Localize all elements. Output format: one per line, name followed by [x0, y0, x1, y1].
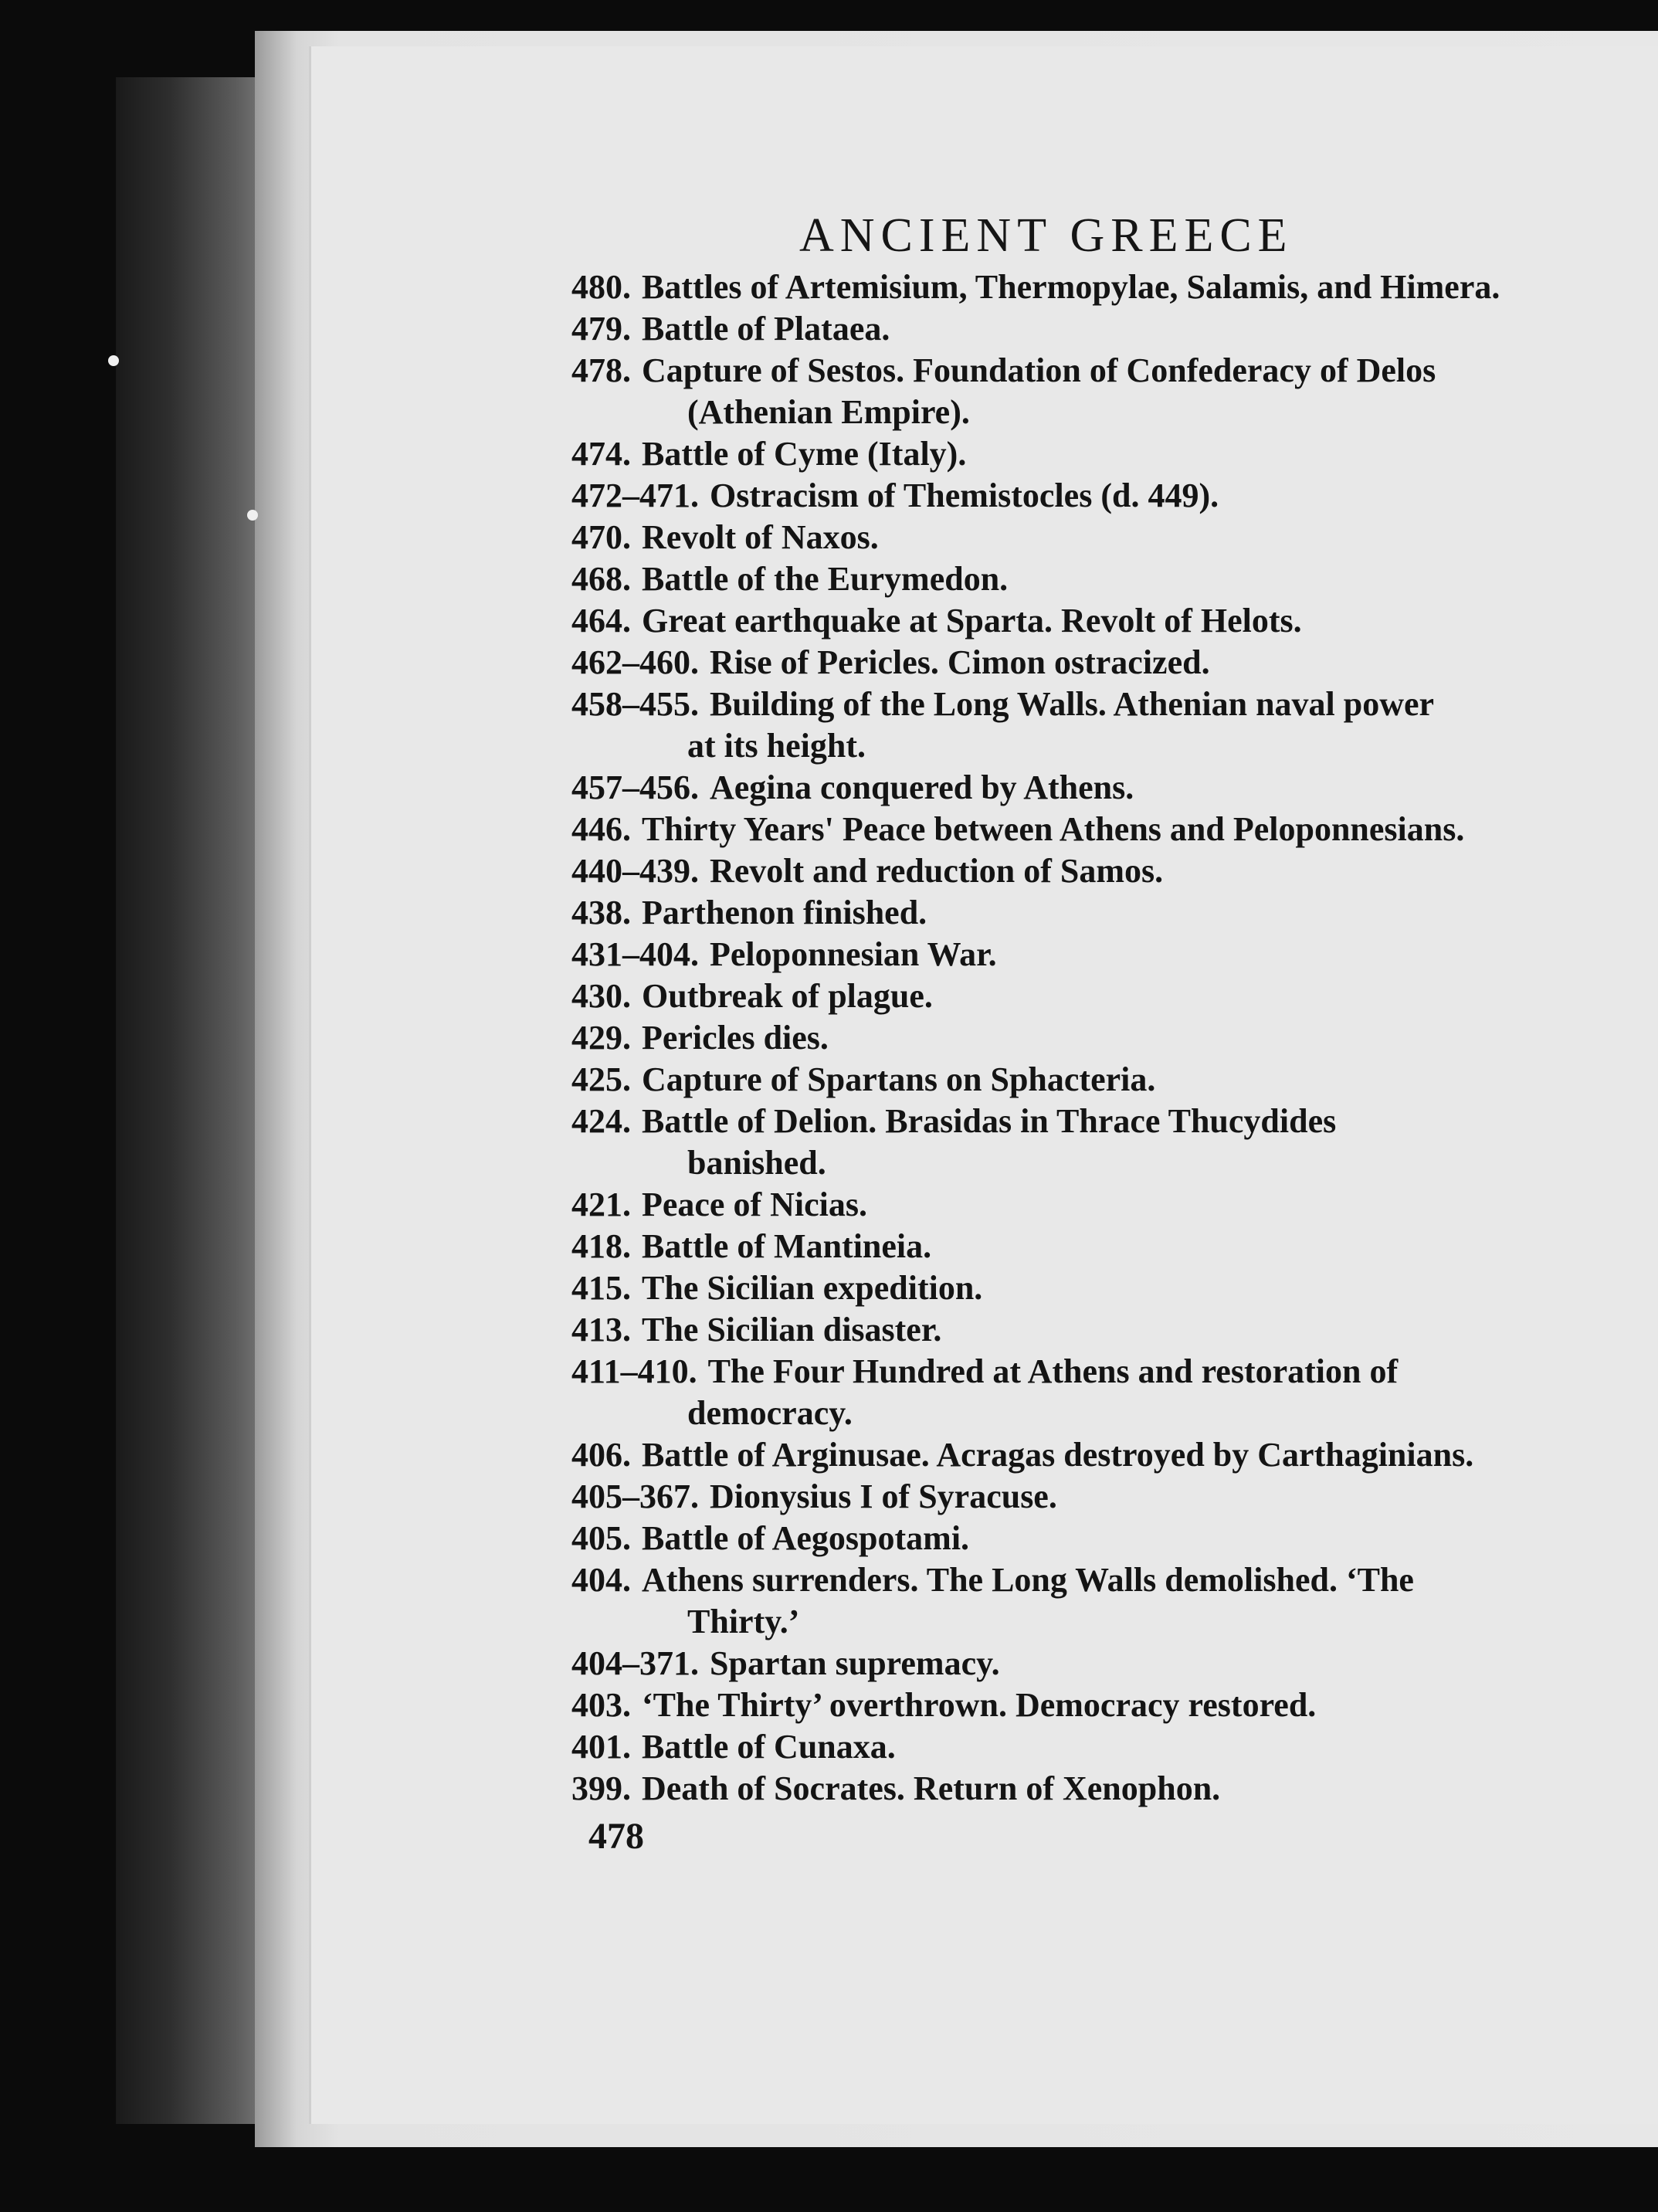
- entry-date: 413.: [571, 1311, 631, 1349]
- entry-continuation: banished.: [687, 1144, 826, 1182]
- chronology-entry: [571, 308, 1599, 350]
- page-number: 478: [588, 1816, 644, 1857]
- chronology-entry: [571, 1518, 1599, 1559]
- chronology-entry: [571, 1351, 1599, 1434]
- entry-date: 429.: [571, 1019, 631, 1057]
- entry-date: 468.: [571, 560, 631, 598]
- entry-text: Peace of Nicias.: [642, 1186, 867, 1223]
- entry-text: The Sicilian disaster.: [642, 1311, 942, 1349]
- entry-text: Peloponnesian War.: [710, 935, 997, 973]
- chronology-entry: [571, 1267, 1599, 1309]
- bottom-shadow: [0, 2150, 1658, 2212]
- entry-text: ‘The Thirty’ overthrown. Democracy restored.: [642, 1686, 1317, 1724]
- entry-date: 411–410.: [571, 1352, 697, 1390]
- entry-date: 404.: [571, 1561, 631, 1599]
- entry-date: 470.: [571, 518, 631, 556]
- entry-text: The Sicilian expedition.: [642, 1269, 983, 1307]
- chronology-entry: [571, 1059, 1599, 1101]
- entry-date: 462–460.: [571, 643, 699, 681]
- entry-text: Dionysius I of Syracuse.: [710, 1477, 1057, 1515]
- entry-text: Outbreak of plague.: [642, 977, 933, 1015]
- entry-date: 405.: [571, 1519, 631, 1557]
- entry-date: 404–371.: [571, 1644, 699, 1682]
- entry-date: 421.: [571, 1186, 631, 1223]
- entry-text: Battle of Arginusae. Acragas destroyed by Carthaginians.: [642, 1436, 1474, 1474]
- entry-date: 472–471.: [571, 477, 699, 514]
- chronology-entry: [571, 684, 1599, 767]
- entry-text: Parthenon finished.: [642, 894, 927, 931]
- entry-date: 425.: [571, 1060, 631, 1098]
- chronology-entry: [571, 1684, 1599, 1726]
- entry-text: Thirty Years' Peace between Athens and Peloponnesians.: [642, 810, 1465, 848]
- entry-date: 401.: [571, 1728, 631, 1766]
- chronology-entry: [571, 767, 1599, 809]
- chronology-entry: [571, 1184, 1599, 1226]
- chronology-entry: [571, 850, 1599, 892]
- entry-date: 438.: [571, 894, 631, 931]
- entry-text: Great earthquake at Sparta. Revolt of Helots.: [642, 602, 1302, 640]
- chronology-entry: [571, 1101, 1599, 1184]
- chronology-entry: [571, 517, 1599, 558]
- entry-text: Battle of Cunaxa.: [642, 1728, 896, 1766]
- entry-text: Battles of Artemisium, Thermopylae, Salamis, and Himera.: [642, 268, 1500, 306]
- entry-text: Pericles dies.: [642, 1019, 829, 1057]
- entry-date: 399.: [571, 1769, 631, 1807]
- chronology-entry: [571, 1559, 1599, 1643]
- chronology-entry: [571, 1726, 1599, 1768]
- entry-continuation: democracy.: [687, 1394, 853, 1432]
- edge-speck: [108, 355, 119, 366]
- entry-date: 440–439.: [571, 852, 699, 890]
- chronology-entry: [571, 1768, 1599, 1810]
- entry-date: 480.: [571, 268, 631, 306]
- entry-date: 430.: [571, 977, 631, 1015]
- entry-text: Battle of Delion. Brasidas in Thrace Thucydides: [642, 1102, 1337, 1140]
- chronology-entry: [571, 809, 1599, 850]
- page-title: ANCIENT GREECE: [799, 209, 1294, 262]
- entry-continuation: Thirty.’: [687, 1603, 800, 1640]
- entry-date: 418.: [571, 1227, 631, 1265]
- entry-date: 464.: [571, 602, 631, 640]
- entry-text: Battle of Cyme (Italy).: [642, 435, 967, 473]
- entry-date: 405–367.: [571, 1477, 699, 1515]
- chronology-entry: [571, 1434, 1599, 1476]
- chronology-entry: [571, 934, 1599, 975]
- chronology-entry: [571, 892, 1599, 934]
- chronology-entry: [571, 350, 1599, 433]
- chronology-entry: [571, 558, 1599, 600]
- entry-date: 457–456.: [571, 768, 699, 806]
- entry-text: The Four Hundred at Athens and restoration of: [707, 1352, 1399, 1390]
- entry-date: 474.: [571, 435, 631, 473]
- entry-date: 478.: [571, 351, 631, 389]
- entry-text: Aegina conquered by Athens.: [710, 768, 1134, 806]
- chronology-entry: [571, 1309, 1599, 1351]
- entry-text: Revolt and reduction of Samos.: [710, 852, 1164, 890]
- entry-text: Building of the Long Walls. Athenian naval power: [710, 685, 1435, 723]
- entry-text: Ostracism of Themistocles (d. 449).: [710, 477, 1219, 514]
- entry-text: Rise of Pericles. Cimon ostracized.: [710, 643, 1210, 681]
- entry-text: Battle of Aegospotami.: [642, 1519, 970, 1557]
- entry-date: 403.: [571, 1686, 631, 1724]
- chronology-entry: [571, 600, 1599, 642]
- entry-text: Revolt of Naxos.: [642, 518, 879, 556]
- chronology-entry: [571, 975, 1599, 1017]
- chronology-entry: [571, 266, 1599, 308]
- entry-text: Capture of Sestos. Foundation of Confederacy of Delos: [642, 351, 1436, 389]
- chronology-entry: [571, 1226, 1599, 1267]
- edge-speck: [247, 510, 258, 521]
- entry-date: 406.: [571, 1436, 631, 1474]
- entry-text: Athens surrenders. The Long Walls demolished. ‘The: [642, 1561, 1414, 1599]
- chronology-entry: [571, 475, 1599, 517]
- chronology-entry: [571, 642, 1599, 684]
- entry-date: 458–455.: [571, 685, 699, 723]
- chronology-entry: [571, 1476, 1599, 1518]
- chronology-entry: [571, 433, 1599, 475]
- entry-text: Death of Socrates. Return of Xenophon.: [642, 1769, 1221, 1807]
- entry-date: 415.: [571, 1269, 631, 1307]
- entry-text: Spartan supremacy.: [710, 1644, 1000, 1682]
- chronology-list: [571, 266, 1599, 1810]
- entry-date: 479.: [571, 310, 631, 348]
- entry-continuation: (Athenian Empire).: [687, 393, 970, 431]
- entry-date: 431–404.: [571, 935, 699, 973]
- entry-text: Battle of Mantineia.: [642, 1227, 932, 1265]
- entry-text: Battle of Plataea.: [642, 310, 890, 348]
- chronology-entry: [571, 1643, 1599, 1684]
- chronology-entry: [571, 1017, 1599, 1059]
- entry-date: 446.: [571, 810, 631, 848]
- entry-date: 424.: [571, 1102, 631, 1140]
- entry-text: Capture of Spartans on Sphacteria.: [642, 1060, 1156, 1098]
- entry-continuation: at its height.: [687, 727, 866, 765]
- entry-text: Battle of the Eurymedon.: [642, 560, 1009, 598]
